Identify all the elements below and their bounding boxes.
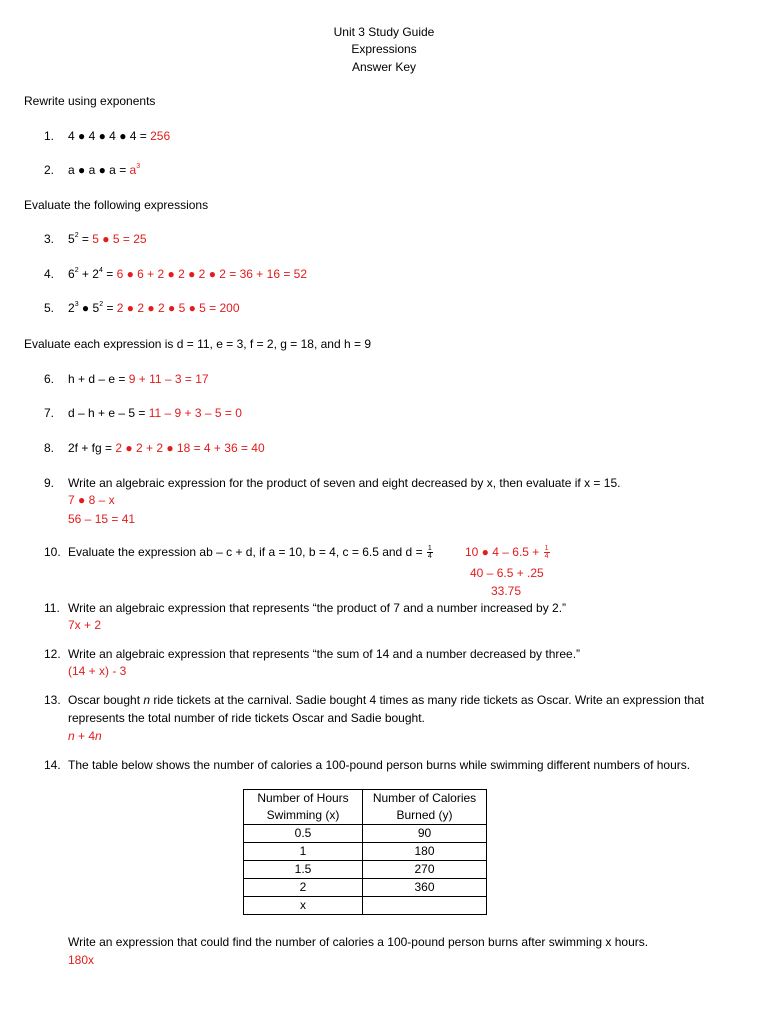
exponent: 2 <box>74 232 79 239</box>
text: Oscar bought <box>68 693 144 707</box>
question-text-block <box>68 405 242 422</box>
answer: 6 ● 6 + 2 ● 2 ● 2 ● 2 = 36 + 16 = 52 <box>116 267 308 281</box>
operator: + <box>78 267 93 281</box>
column-header-hours <box>244 790 363 825</box>
question-number: 4. <box>44 267 55 281</box>
header-line: Swimming (x) <box>266 808 340 822</box>
fraction <box>544 545 550 560</box>
answer-text: 10 ● 4 – 6.5 + <box>465 545 543 559</box>
answer <box>130 163 141 177</box>
question-text-line-2: represents the total number of ride tickets Oscar and Sadie bought. <box>68 711 425 725</box>
doc-subtitle: Expressions <box>351 42 417 56</box>
base: 2 <box>68 301 75 315</box>
answer: 11 – 9 + 3 – 5 = 0 <box>148 406 242 420</box>
table-row <box>244 879 487 897</box>
question-text: 2f + fg = <box>68 441 116 455</box>
header-line: Number of Hours <box>257 791 349 805</box>
equals: = <box>102 267 117 281</box>
header-line: Number of Calories <box>372 791 477 805</box>
question-text-block <box>68 231 147 248</box>
answer-line-1 <box>465 544 551 561</box>
follow-up-question: Write an expression that could find the number of calories a 100-pound person burns after swimming x hours. <box>68 935 649 949</box>
table-cell <box>363 897 487 915</box>
answer-exponent: 3 <box>136 163 141 170</box>
table-cell: 270 <box>363 861 487 879</box>
table-header-row <box>244 790 487 825</box>
question-text: d – h + e – 5 = <box>68 406 149 420</box>
exponent: 2 <box>99 301 104 308</box>
calories-table <box>243 789 487 915</box>
question-text: The table below shows the number of calories a 100-pound person burns while swimming different numbers of hours. <box>68 758 691 772</box>
question-text: Write an algebraic expression that represents “the sum of 14 and a number decreased by three.” <box>68 647 581 661</box>
variable: n <box>143 693 151 707</box>
question-number: 8. <box>44 441 55 455</box>
section-heading-exponents: Rewrite using exponents <box>24 94 156 108</box>
answer-text: + 4 <box>74 729 96 743</box>
equals: = <box>78 232 93 246</box>
table-cell: 1.5 <box>244 861 363 879</box>
question-number: 3. <box>44 232 55 246</box>
question-number: 9. <box>44 476 55 490</box>
answer: 9 + 11 – 3 = 17 <box>128 372 209 386</box>
table-row <box>244 897 487 915</box>
table-row <box>244 825 487 843</box>
question-text: Evaluate the expression ab – c + d, if a = 10, b = 4, c = 6.5 and d = <box>68 545 426 559</box>
question-text-block <box>68 128 170 145</box>
answer: (14 + x) - 3 <box>68 664 127 678</box>
question-number: 12. <box>44 647 61 661</box>
question-text-line-1 <box>68 692 704 709</box>
question-number: 13. <box>44 693 61 707</box>
table-cell: 90 <box>363 825 487 843</box>
equals: = <box>103 301 117 315</box>
base: 2 <box>92 267 99 281</box>
answer: 2 ● 2 ● 2 ● 5 ● 5 = 200 <box>116 301 240 315</box>
section-heading-evaluate: Evaluate the following expressions <box>24 198 209 212</box>
answer: 256 <box>150 129 171 143</box>
fraction-numerator: 1 <box>427 545 432 553</box>
section-heading-evaluate-vars: Evaluate each expression is d = 11, e = 3, f = 2, g = 18, and h = 9 <box>24 337 372 351</box>
table-cell: 2 <box>244 879 363 897</box>
question-number: 5. <box>44 301 55 315</box>
question-number: 2. <box>44 163 55 177</box>
table-cell: 0.5 <box>244 825 363 843</box>
question-text: h + d – e = <box>68 372 129 386</box>
question-number: 14. <box>44 758 61 772</box>
answer-line-2: 56 – 15 = 41 <box>68 512 136 526</box>
answer: 5 ● 5 = 25 <box>92 232 147 246</box>
question-number: 7. <box>44 406 55 420</box>
question-text-block <box>68 300 240 317</box>
column-header-calories <box>363 790 487 825</box>
variable: n <box>68 729 75 743</box>
base: 5 <box>92 301 100 315</box>
question-number: 10. <box>44 545 61 559</box>
table-row <box>244 843 487 861</box>
question-text-block <box>68 162 140 179</box>
question-text: 4 ● 4 ● 4 ● 4 = <box>68 129 151 143</box>
question-text-block <box>68 440 265 457</box>
fraction-denominator: 4 <box>544 553 549 561</box>
answer-base: a <box>129 163 137 177</box>
base: 5 <box>68 232 75 246</box>
question-text-block <box>68 544 434 561</box>
variable: n <box>95 729 102 743</box>
table-cell: 1 <box>244 843 363 861</box>
question-text-block <box>68 371 209 388</box>
doc-title: Unit 3 Study Guide <box>333 25 435 39</box>
text: ride tickets at the carnival. Sadie bought 4 times as many ride tickets as Oscar. Write an expression that <box>150 693 705 707</box>
question-number: 6. <box>44 372 55 386</box>
answer-line-3: 33.75 <box>491 584 522 598</box>
question-text: Write an algebraic expression that represents “the product of 7 and a number increased by 2.” <box>68 601 567 615</box>
doc-answer-key: Answer Key <box>351 60 417 74</box>
header-line: Burned (y) <box>396 808 453 822</box>
fraction-numerator: 1 <box>544 545 549 553</box>
table-cell: x <box>244 897 363 915</box>
fraction-denominator: 4 <box>427 553 432 561</box>
answer-line-2: 40 – 6.5 + .25 <box>470 566 544 580</box>
exponent: 2 <box>74 267 79 274</box>
answer: 2 ● 2 + 2 ● 18 = 4 + 36 = 40 <box>115 441 265 455</box>
answer <box>68 728 102 745</box>
question-number: 1. <box>44 129 55 143</box>
exponent: 3 <box>74 301 79 308</box>
question-text-block <box>68 266 307 283</box>
answer: 180x <box>68 953 95 967</box>
question-text: Write an algebraic expression for the product of seven and eight decreased by x, then evaluate if x = 15. <box>68 476 621 490</box>
operator: ● <box>78 301 93 315</box>
base: 6 <box>68 267 75 281</box>
answer: 7x + 2 <box>68 618 102 632</box>
fraction <box>427 545 433 560</box>
question-number: 11. <box>44 601 60 615</box>
answer-line-1: 7 ● 8 – x <box>68 493 115 507</box>
exponent: 4 <box>98 267 103 274</box>
question-text: a ● a ● a = <box>68 163 130 177</box>
table-cell: 360 <box>363 879 487 897</box>
table-cell: 180 <box>363 843 487 861</box>
table-row <box>244 861 487 879</box>
